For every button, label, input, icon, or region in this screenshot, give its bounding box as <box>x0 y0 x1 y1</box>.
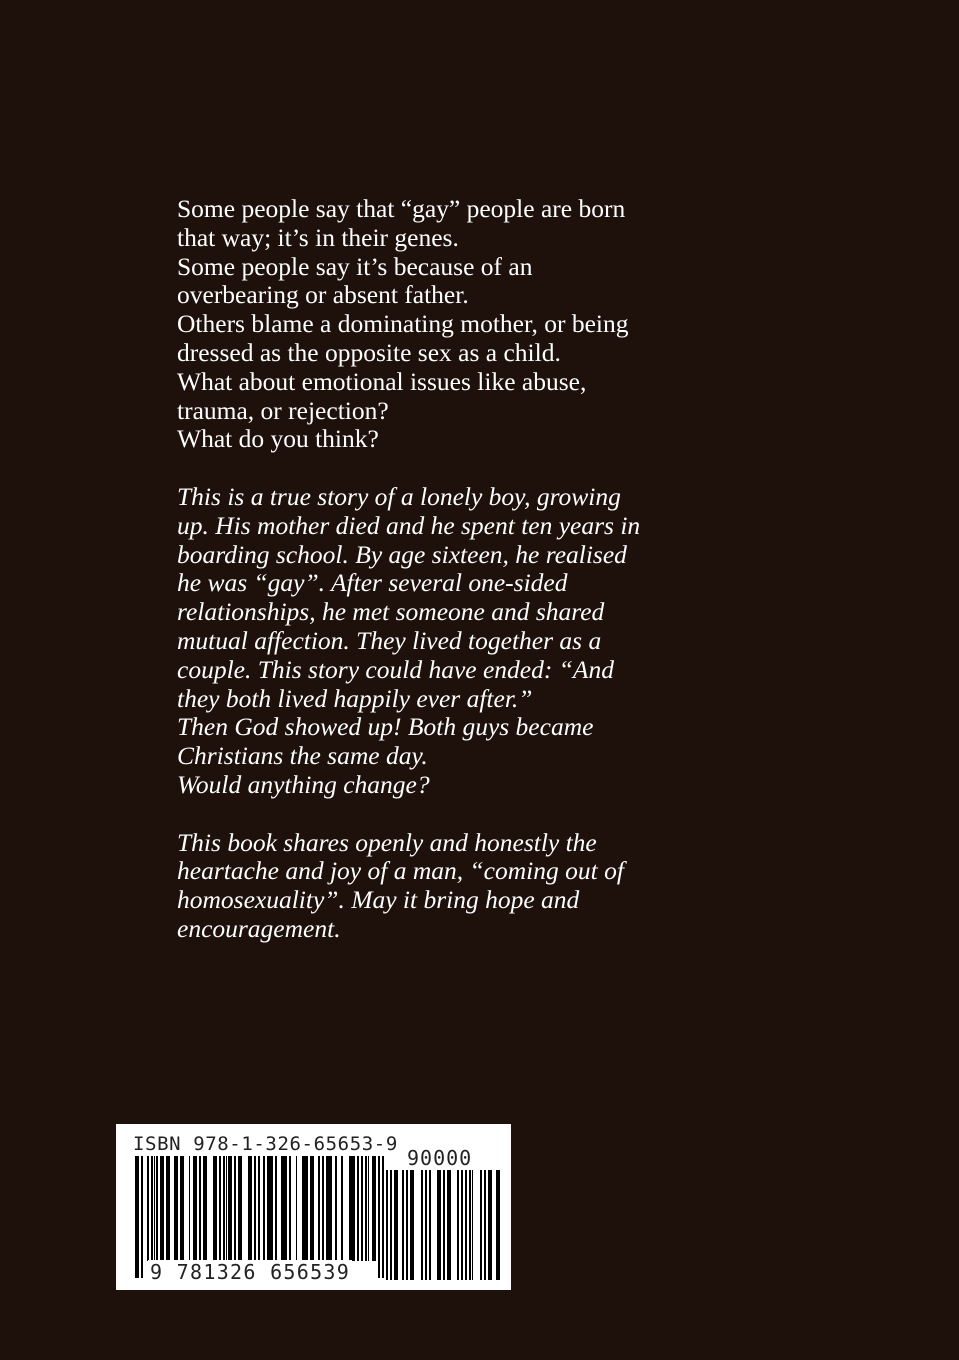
barcode-bar <box>176 1156 178 1261</box>
blurb-line: This is a true story of a lonely boy, growing <box>177 481 621 511</box>
barcode-bar <box>357 1156 359 1261</box>
barcode-bar <box>439 1170 441 1280</box>
barcode-bar <box>429 1170 431 1280</box>
barcode-bar <box>215 1156 217 1261</box>
barcode-bar <box>322 1156 324 1261</box>
barcode-bar <box>443 1170 445 1280</box>
blurb-line: Others blame a dominating mother, or being <box>177 309 629 339</box>
barcode-bar <box>335 1156 337 1261</box>
barcode-bar <box>396 1170 398 1280</box>
barcode-bar <box>368 1156 370 1261</box>
barcode-bar <box>406 1170 408 1280</box>
blurb-line: boarding school. By age sixteen, he realised <box>177 539 627 569</box>
blurb-line: This book shares openly and honestly the <box>177 827 597 857</box>
blurb-line: Some people say it’s because of an <box>177 251 533 281</box>
barcode-bar <box>240 1156 242 1261</box>
barcode-bar <box>386 1170 388 1280</box>
blurb-line: heartache and joy of a man, “coming out of <box>177 856 624 886</box>
barcode-bar <box>189 1156 191 1261</box>
isbn-barcode <box>116 1124 511 1290</box>
blurb-line: he was “gay”. After several one-sided <box>177 568 568 598</box>
blurb-line: that way; it’s in their genes. <box>177 222 459 252</box>
blurb-paragraph-2 <box>177 483 737 800</box>
barcode-bar <box>457 1170 459 1280</box>
blurb-line: couple. This story could have ended: “And <box>177 654 614 684</box>
barcode-bar <box>234 1156 236 1261</box>
blurb-line: dressed as the opposite sex as a child. <box>177 337 561 367</box>
barcode-bar <box>285 1156 287 1261</box>
addon-bars <box>386 1170 500 1280</box>
barcode-bar <box>378 1156 380 1278</box>
blurb-line: trauma, or rejection? <box>177 395 389 425</box>
blurb-line: What about emotional issues like abuse, <box>177 366 587 396</box>
blurb-line: up. His mother died and he spent ten years in <box>177 510 641 540</box>
barcode-bar <box>137 1156 139 1278</box>
barcode-bar <box>141 1156 143 1278</box>
barcode-bar <box>465 1170 467 1280</box>
barcode-bar <box>382 1156 384 1278</box>
barcode-bar <box>374 1156 376 1261</box>
blurb-line: relationships, he met someone and shared <box>177 597 605 627</box>
barcode-bar <box>402 1170 404 1280</box>
barcode-bar <box>318 1156 320 1261</box>
blurb-line: Then God showed up! Both guys became <box>177 712 594 742</box>
blurb-line: overbearing or absent father. <box>177 280 469 310</box>
barcode-bar <box>484 1170 486 1280</box>
barcode-bar <box>449 1170 451 1280</box>
barcode-bar <box>490 1170 492 1280</box>
blurb-line: they both lived happily ever after.” <box>177 683 533 713</box>
blurb-line: Christians the same day. <box>177 741 428 771</box>
blurb-line: Some people say that “gay” people are born <box>177 194 626 223</box>
barcode-bar <box>162 1156 164 1261</box>
barcode-bar <box>341 1156 343 1261</box>
barcode-bar <box>412 1170 414 1280</box>
barcode-bar <box>461 1170 463 1280</box>
barcode-bar <box>421 1170 423 1280</box>
barcode-bar <box>425 1170 427 1280</box>
isbn-label: ISBN 978-1-326-65653-9 <box>133 1133 398 1155</box>
blurb-line: mutual affection. They lived together as a <box>177 625 602 655</box>
barcode-bar <box>312 1156 314 1261</box>
blurb-paragraph-1 <box>177 195 737 454</box>
barcode-bar <box>250 1156 252 1261</box>
barcode-bar <box>296 1156 298 1261</box>
blurb-paragraph-3 <box>177 829 737 944</box>
barcode-bar <box>168 1156 170 1261</box>
blurb-line: What do you think? <box>177 424 379 454</box>
barcode-bar <box>480 1170 482 1280</box>
barcode-bar <box>156 1156 158 1261</box>
barcode-bar <box>472 1170 474 1280</box>
barcode-bar <box>498 1170 500 1280</box>
ean13-digits: 9 781326 656539 <box>150 1260 351 1284</box>
barcode-bar <box>275 1156 277 1261</box>
barcode-bar <box>219 1156 221 1261</box>
price-addon-digits: 90000 <box>407 1146 473 1170</box>
blurb-line: encouragement. <box>177 913 341 943</box>
barcode-bar <box>230 1156 232 1261</box>
barcode-bar <box>289 1156 291 1261</box>
barcode-bar <box>353 1156 355 1261</box>
barcode-bar <box>199 1156 201 1261</box>
barcode-bar <box>361 1156 363 1261</box>
barcode-bar <box>330 1156 332 1261</box>
barcode-bar <box>271 1156 273 1261</box>
blurb-line: homosexuality”. May it bring hope and <box>177 885 580 915</box>
barcode-bar <box>390 1170 392 1280</box>
barcode-bar <box>205 1156 207 1261</box>
barcode-bar <box>182 1156 184 1261</box>
blurb-text <box>177 195 737 973</box>
barcode-bar <box>147 1156 149 1261</box>
barcode-bar <box>195 1156 197 1261</box>
blurb-line: Would anything change? <box>177 769 430 799</box>
barcode-bar <box>306 1156 308 1261</box>
